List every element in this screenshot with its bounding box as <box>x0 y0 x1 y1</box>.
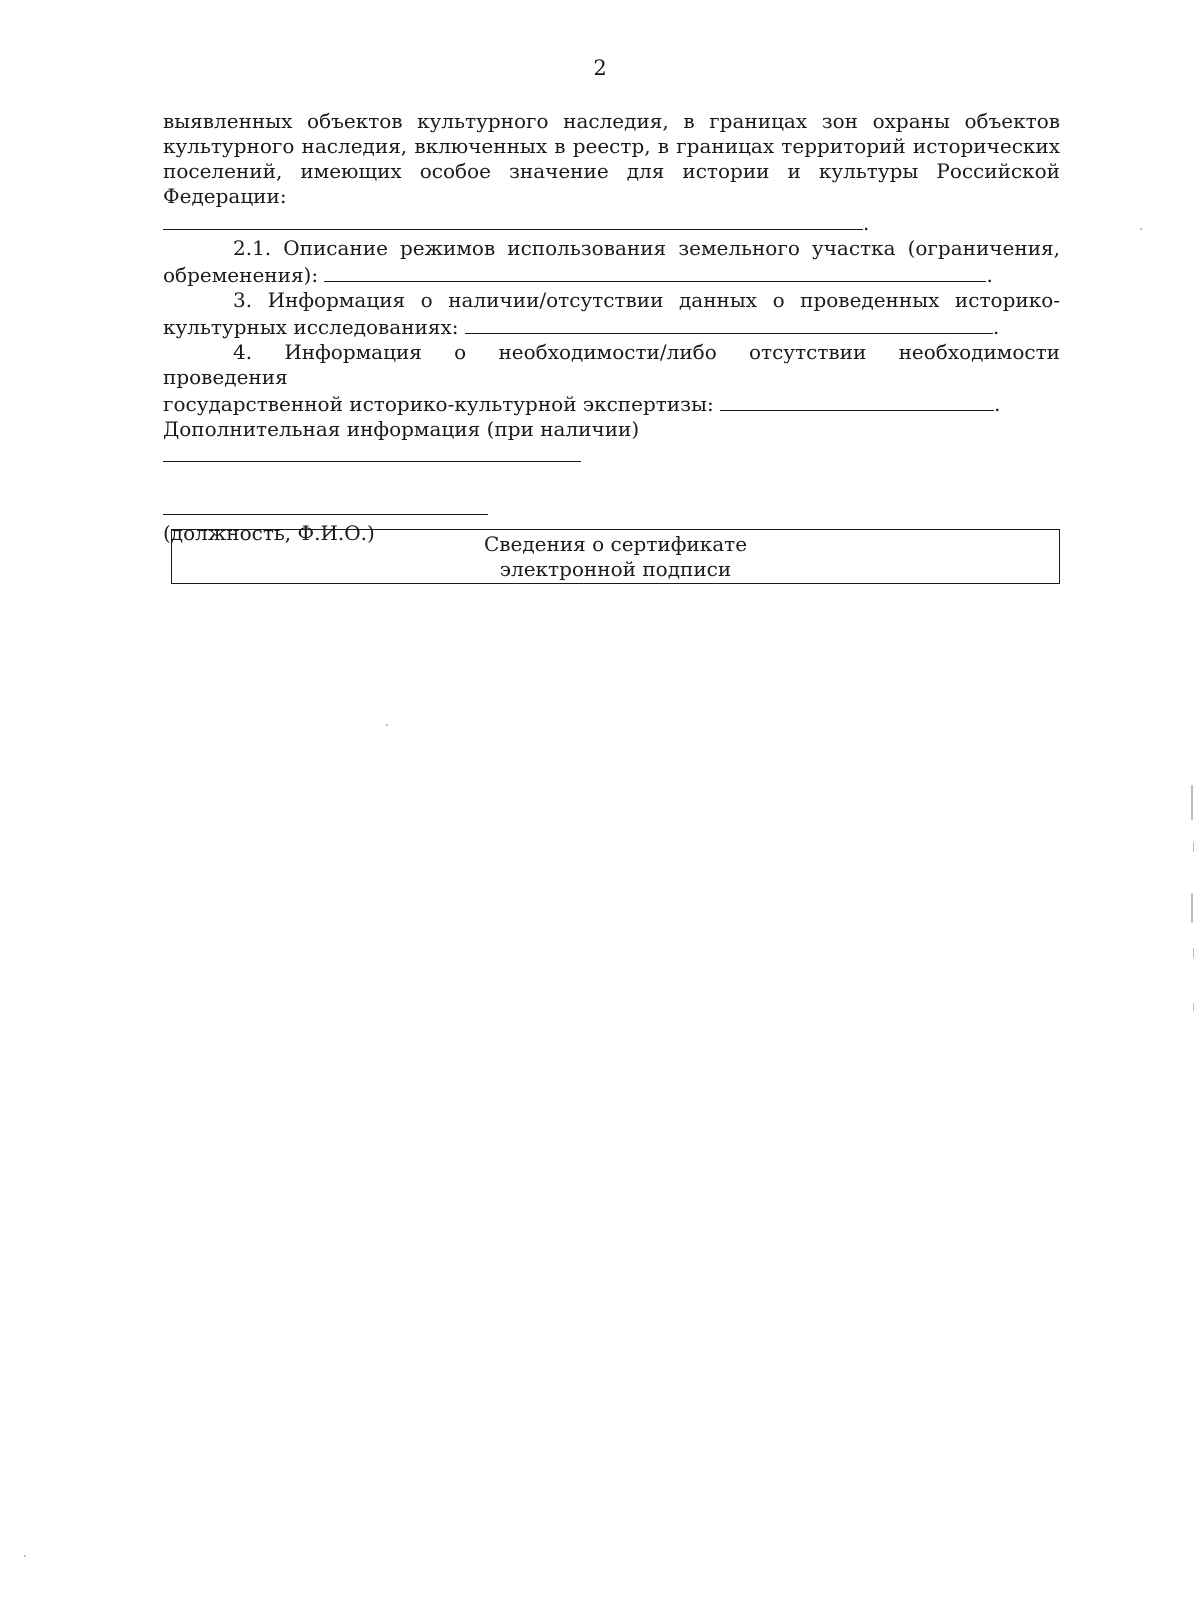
intro-line-2: культурного наследия, включенных в реестр, в границах территорий исторических <box>163 134 1060 158</box>
item-2-1-end-period: . <box>986 263 993 287</box>
item-4-fill-field[interactable] <box>720 390 994 411</box>
scan-speck <box>1193 948 1194 958</box>
item-3-heading: 3. Информация о наличии/отсутствии данных о проведенных историко- <box>233 288 1060 312</box>
certificate-line-2: электронной подписи <box>499 557 732 581</box>
scan-speck <box>1193 842 1194 852</box>
item-4-heading: 4. Информация о необходимости/либо отсутствии необходимости проведения <box>163 340 1060 389</box>
certificate-box <box>171 529 1060 584</box>
certificate-line-1: Сведения о сертификате <box>483 532 748 556</box>
item-3-cont-text: культурных исследованиях: <box>163 315 459 339</box>
scan-speck <box>24 1555 26 1557</box>
additional-info-fill-line[interactable] <box>163 461 581 462</box>
signature-caption: (должность, Ф.И.О.) <box>163 521 375 545</box>
item-3-end-period: . <box>992 315 1000 339</box>
signature-line[interactable] <box>163 514 488 515</box>
scan-speck <box>1191 893 1193 923</box>
item-4-end-period: . <box>994 392 1001 416</box>
item-4-continuation <box>163 390 1060 417</box>
item-3-continuation <box>163 313 1060 340</box>
item-2-1-cont-text: обременения): <box>163 263 319 287</box>
item-2-1-fill-field[interactable] <box>324 261 986 282</box>
item-3-fill-field[interactable] <box>465 313 993 334</box>
intro-end-period: . <box>863 211 870 235</box>
scan-speck <box>1140 228 1142 230</box>
intro-fill-field[interactable] <box>163 209 863 230</box>
intro-line-3: поселений, имеющих особое значение для истории и культуры Российской Федерации: <box>163 159 1060 208</box>
item-2-1-continuation <box>163 261 1060 288</box>
page-number: 2 <box>593 56 607 80</box>
additional-info-label: Дополнительная информация (при наличии) <box>163 417 640 441</box>
scan-speck <box>1191 785 1193 820</box>
scan-speck <box>386 724 388 726</box>
item-2-1-heading: 2.1. Описание режимов использования земельного участка (ограничения, <box>233 236 1060 260</box>
item-4-cont-text: государственной историко-культурной экспертизы: <box>163 392 714 416</box>
intro-blank-line <box>163 209 1060 236</box>
scan-speck <box>1193 1003 1194 1011</box>
intro-line-1: выявленных объектов культурного наследия, в границах зон охраны объектов <box>163 109 1060 133</box>
document-body <box>163 109 1060 546</box>
